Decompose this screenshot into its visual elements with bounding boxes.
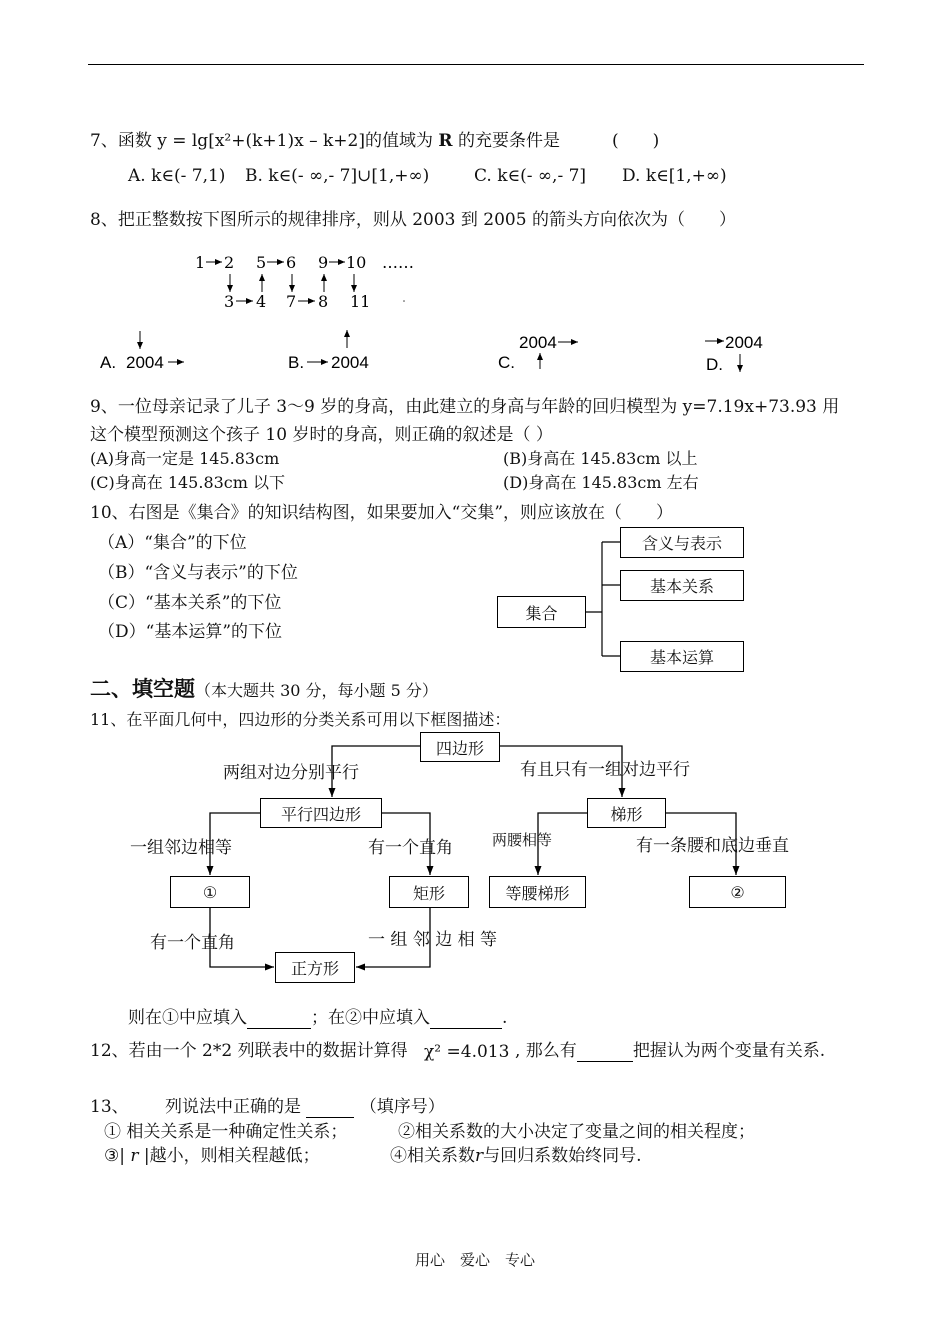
tree-box-meaning: 含义与表示 — [620, 527, 744, 558]
flow-label-right-angle-2: 有一个直角 — [150, 933, 235, 953]
flow-box-isosceles-trapezoid: 等腰梯形 — [489, 876, 586, 908]
pattern-num-2: 2 — [224, 253, 235, 272]
q8-option-b-number: 2004 — [331, 353, 369, 372]
q7-option-c: C. k∈(- ∞,- 7] — [474, 166, 587, 186]
flow-label-leg-perpendicular: 有一条腰和底边垂直 — [636, 836, 789, 856]
q7-stem: 7、函数 y = lg[x²+(k+1)x – k+2]的值域为 R 的充要条件是 — [90, 131, 560, 151]
flow-box-parallelogram: 平行四边形 — [260, 798, 382, 828]
flow-label-adjacent-equal: 一组邻边相等 — [130, 838, 232, 858]
q8-option-d-number: 2004 — [725, 333, 763, 352]
q11-stem: 11、在平面几何中，四边形的分类关系可用以下框图描述： — [90, 710, 511, 729]
flow-label-one-pair: 有且只有一组对边平行 — [520, 760, 690, 780]
flow-box-blank-2: ② — [689, 876, 786, 908]
q12-blank[interactable] — [577, 1041, 633, 1062]
pattern-num-4: 4 — [256, 292, 267, 311]
flow-box-trapezoid: 梯形 — [587, 798, 666, 828]
pattern-num-9: 9 — [318, 253, 329, 272]
q9-line2: 这个模型预测这个孩子 10 岁时的身高，则正确的叙述是（ ） — [90, 425, 553, 445]
q8-option-a-label: A. — [100, 353, 117, 372]
q9-line1: 9、一位母亲记录了儿子 3～9 岁的身高，由此建立的身高与年龄的回归模型为 y=7.19x+73.93 用 — [90, 397, 840, 417]
flow-box-rectangle: 矩形 — [389, 876, 469, 908]
tree-box-relation: 基本关系 — [620, 570, 744, 601]
q7-answer-paren: ( ) — [612, 131, 660, 151]
flow-box-quadrilateral: 四边形 — [420, 732, 500, 762]
page-footer: 用心 爱心 专心 — [414, 1251, 535, 1269]
q13-stem: 列说法中正确的是 （填序号） — [165, 1097, 445, 1117]
q13-item-4: ④相关系数r与回归系数始终同号. — [390, 1146, 642, 1166]
q9-option-c: (C)身高在 145.83cm 以下 — [90, 473, 286, 492]
q7-option-b: B. k∈(- ∞,- 7]∪[1,+∞) — [245, 166, 430, 186]
pattern-num-11: 11 — [350, 292, 371, 311]
q12-tail: , 那么有 把握认为两个变量有关系. — [515, 1041, 826, 1061]
pattern-num-10: 10 — [346, 253, 367, 272]
q8-stem: 8、把正整数按下图所示的规律排序，则从 2003 到 2005 的箭头方向依次为（ ） — [90, 210, 736, 230]
flow-label-two-pairs: 两组对边分别平行 — [223, 763, 359, 783]
q12-stem: 12、若由一个 2*2 列联表中的数据计算得 — [90, 1041, 408, 1061]
flow-box-square: 正方形 — [275, 952, 355, 983]
pattern-num-1: 1 — [195, 253, 206, 272]
q10-option-a: （A）“集合”的下位 — [98, 533, 247, 553]
q9-option-d: (D)身高在 145.83cm 左右 — [503, 473, 699, 492]
section2-heading: 二、填空题（本大题共 30 分，每小题 5 分） — [90, 677, 438, 701]
flow-label-right-angle: 有一个直角 — [368, 838, 453, 858]
q8-option-c-label: C. — [498, 353, 515, 372]
pattern-num-5: 5 — [256, 253, 267, 272]
pattern-num-8: 8 — [318, 292, 329, 311]
q8-option-d-label: D. — [706, 355, 723, 374]
q10-option-b: （B）“含义与表示”的下位 — [98, 563, 298, 583]
flow-label-legs-equal: 两腰相等 — [492, 831, 553, 849]
q13-blank[interactable] — [306, 1097, 354, 1118]
q9-option-b: (B)身高在 145.83cm 以上 — [503, 449, 698, 468]
q11-blank-1[interactable] — [247, 1008, 311, 1029]
q13-item-1: ① 相关关系是一种确定性关系； — [104, 1122, 348, 1142]
tree-box-root: 集合 — [497, 596, 586, 628]
q8-option-b-label: B. — [288, 353, 305, 372]
q9-option-a: (A)身高一定是 145.83cm — [90, 449, 280, 468]
pattern-num-6: 6 — [286, 253, 297, 272]
q10-stem: 10、右图是《集合》的知识结构图，如果要加入“交集”，则应该放在（ ） — [90, 503, 674, 523]
q10-option-d: （D）“基本运算”的下位 — [98, 622, 283, 642]
q8-option-c-number: 2004 — [519, 333, 557, 352]
flow-box-blank-1: ① — [170, 876, 250, 908]
q7-option-a: A. k∈(- 7,1) — [128, 166, 226, 186]
q7-option-d: D. k∈[1,+∞) — [622, 166, 727, 186]
q12-formula: χ² =4.013 — [424, 1042, 510, 1062]
tree-box-operation: 基本运算 — [620, 641, 744, 672]
q11-blank-2[interactable] — [430, 1008, 502, 1029]
pattern-num-7: 7 — [286, 292, 297, 311]
q13-number: 13、 — [90, 1097, 129, 1117]
pattern-num-3: 3 — [224, 292, 235, 311]
q8-option-a-number: 2004 — [126, 353, 164, 372]
q13-item-3: ③| r |越小，则相关程越低； — [104, 1146, 320, 1166]
flow-label-adjacent-equal-2: 一 组 邻 边 相 等 — [368, 930, 498, 950]
q13-item-2: ②相关系数的大小决定了变量之间的相关程度； — [398, 1122, 755, 1142]
q11-fill-line: 则在①中应填入 ；在②中应填入 . — [128, 1008, 508, 1028]
q10-option-c: （C）“基本关系”的下位 — [98, 593, 282, 613]
pattern-ellipsis: …… — [382, 253, 414, 272]
